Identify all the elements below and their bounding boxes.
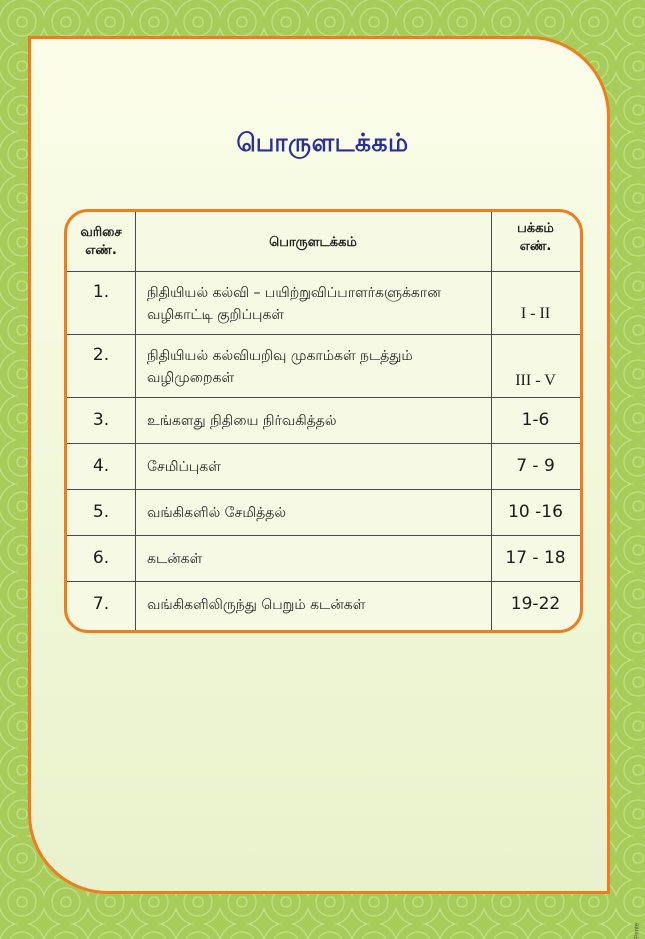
row-topic: கடன்கள் <box>147 551 203 567</box>
table-row <box>67 536 580 582</box>
row-number: 1. <box>92 282 110 302</box>
row-page: 7 - 9 <box>516 456 555 476</box>
row-page: 10 -16 <box>508 502 563 522</box>
header-serial-line1: வரிசை <box>80 225 122 240</box>
table-row <box>67 444 580 490</box>
page-title: பொருளடக்கம் <box>236 128 409 157</box>
row-topic-line1: நிதியியல் கல்வி – பயிற்றுவிப்பாளர்களுக்கான <box>147 285 441 301</box>
table-header-row <box>67 212 580 272</box>
table-row <box>67 335 580 398</box>
table-row <box>67 398 580 444</box>
column-divider <box>491 212 492 630</box>
table-row <box>67 490 580 536</box>
row-number: 7. <box>92 594 110 614</box>
row-topic-line1: நிதியியல் கல்வியறிவு முகாம்கள் நடத்தும் <box>147 348 413 364</box>
row-number: 6. <box>92 548 110 568</box>
printer-mark: Printe <box>635 923 641 939</box>
row-topic-line2: வழிமுறைகள் <box>147 370 235 386</box>
header-page <box>491 220 580 256</box>
row-number: 5. <box>92 502 110 522</box>
header-contents: பொருளடக்கம் <box>269 235 357 250</box>
table-row <box>67 272 580 335</box>
row-page: I - II <box>520 305 551 322</box>
row-topic: வங்கிகளில் சேமித்தல் <box>147 505 286 521</box>
row-number: 4. <box>92 456 110 476</box>
row-number: 3. <box>92 410 110 430</box>
row-page: 19-22 <box>510 594 561 614</box>
row-page: 17 - 18 <box>505 548 566 568</box>
header-page-line2: எண். <box>519 239 552 254</box>
row-topic: உங்களது நிதியை நிர்வகித்தல் <box>147 413 337 429</box>
table-row <box>67 582 580 630</box>
row-page: III - V <box>515 372 556 389</box>
header-page-line1: பக்கம் <box>517 221 554 236</box>
row-topic: வங்கிகளிலிருந்து பெறும் கடன்கள் <box>147 597 366 613</box>
header-serial-line2: எண். <box>85 243 117 258</box>
row-page: 1-6 <box>521 410 550 430</box>
row-topic: சேமிப்புகள் <box>147 459 221 475</box>
header-serial <box>67 224 135 260</box>
column-divider <box>135 212 136 630</box>
row-topic-line2: வழிகாட்டி குறிப்புகள் <box>147 307 285 323</box>
row-topic <box>147 345 487 389</box>
row-number: 2. <box>92 345 110 365</box>
contents-table <box>64 209 583 633</box>
row-topic <box>147 282 487 326</box>
